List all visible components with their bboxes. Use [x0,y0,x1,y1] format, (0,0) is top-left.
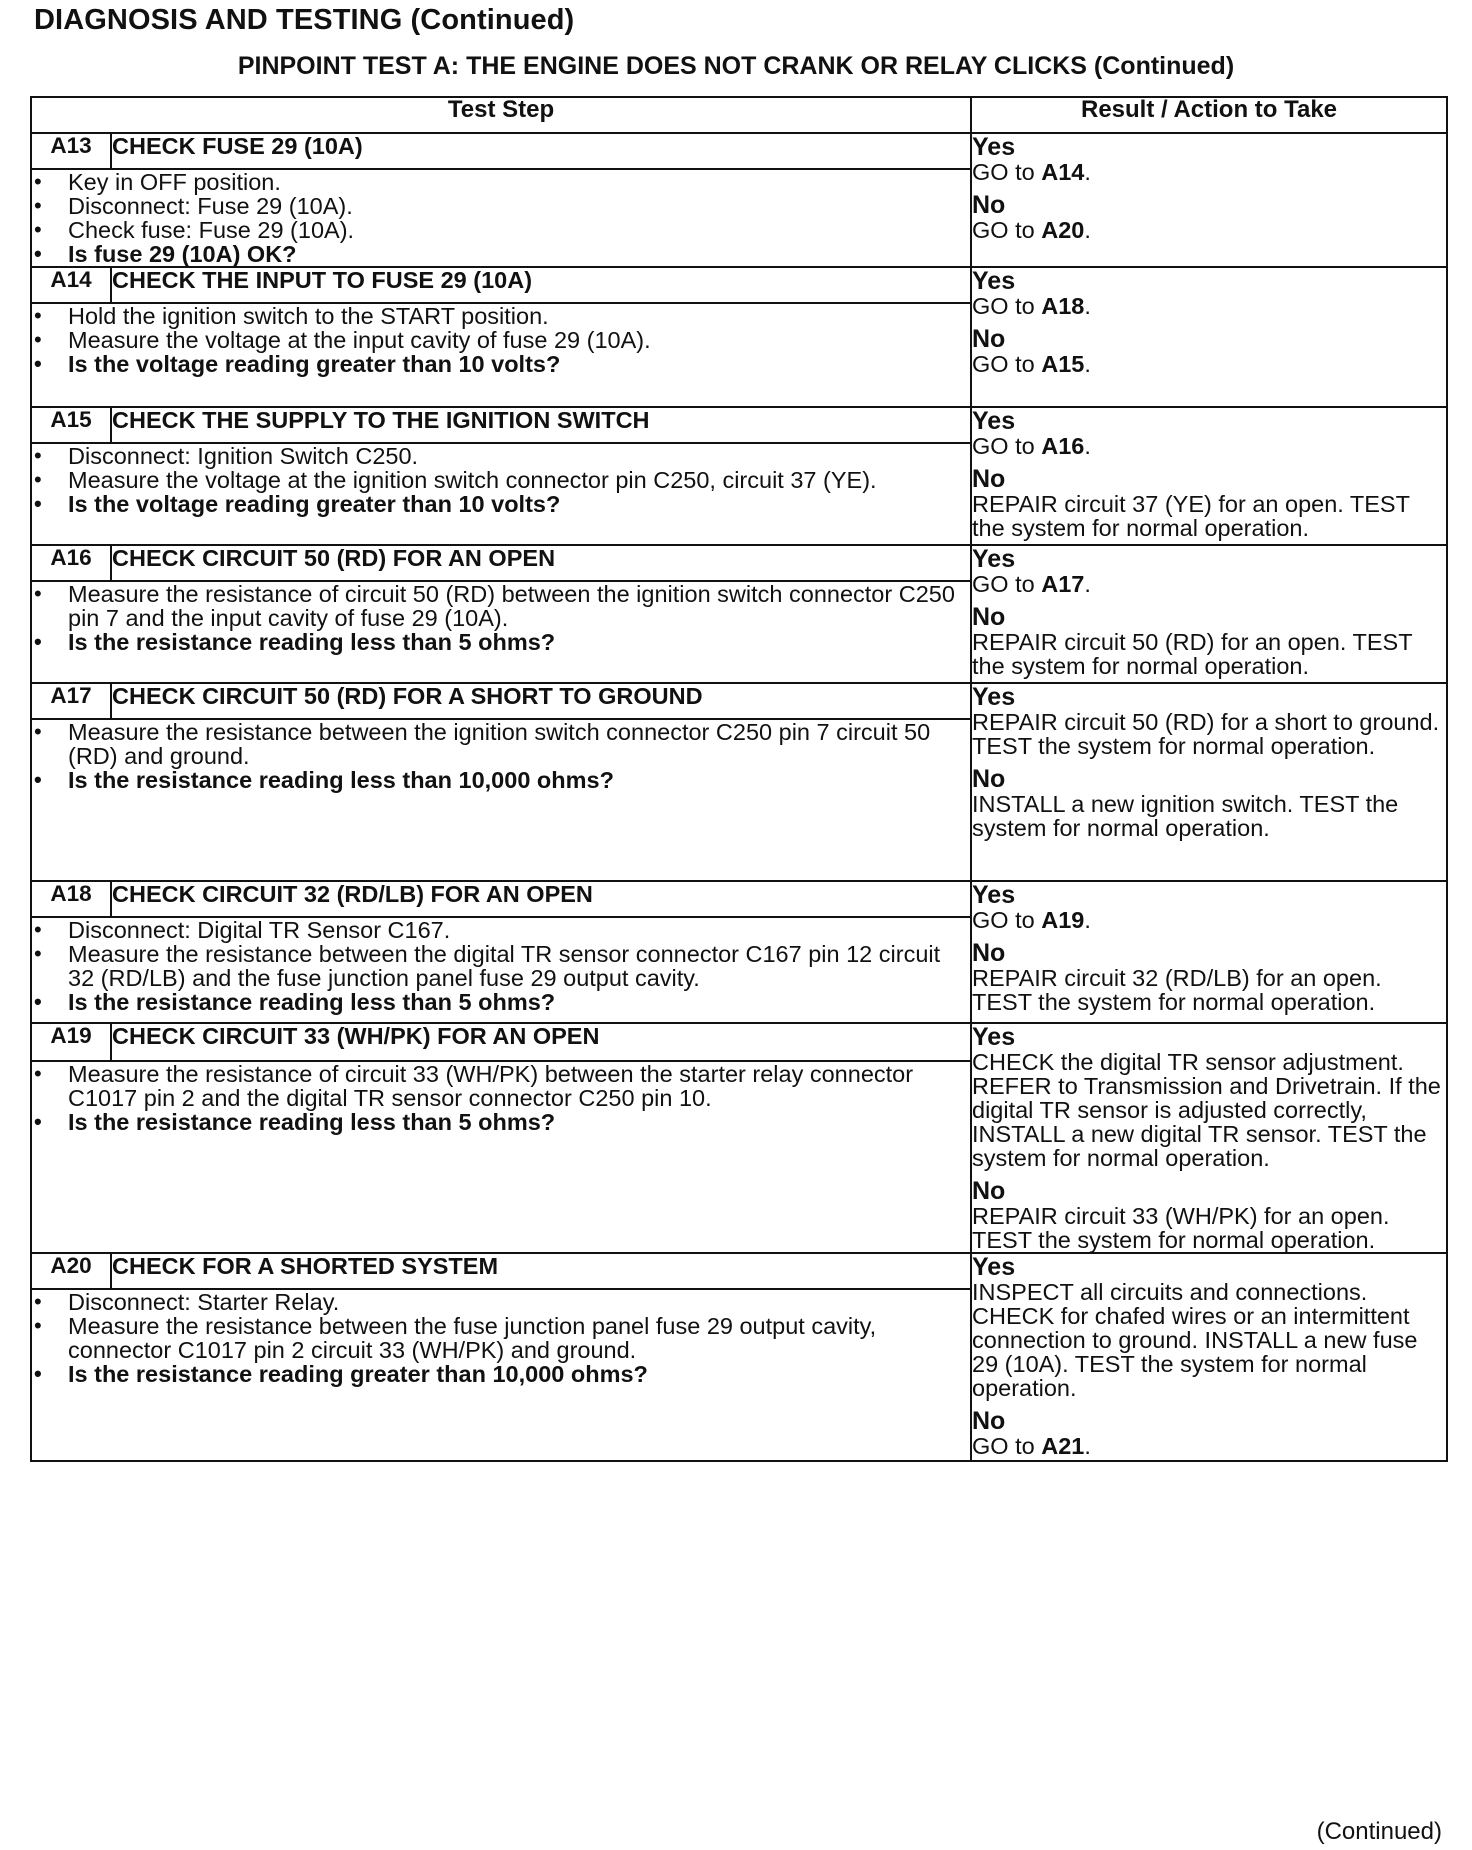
no-action-text: REPAIR circuit 32 (RD/LB) for an open. TEST the system for normal operation. [972,965,1382,1015]
step-title: CHECK CIRCUIT 50 (RD) FOR AN OPEN [111,545,971,581]
step-instruction: • Disconnect: Digital TR Sensor C167. [32,918,970,942]
pinpoint-test-table [30,96,1448,1462]
yes-action-tail: . [1084,907,1091,933]
no-action [972,630,1446,678]
step-result [971,1253,1447,1461]
no-action [972,352,1446,376]
yes-action-text: GO to [972,433,1042,459]
no-label: No [972,1177,1006,1205]
step-id: A14 [31,267,111,303]
no-action-text: INSTALL a new ignition switch. TEST the system for normal operation. [972,791,1399,841]
step-id: A15 [31,407,111,443]
no-action-tail: . [1084,1433,1091,1459]
no-action [972,966,1446,1014]
test-step-header: Test Step [31,97,971,133]
no-label: No [972,765,1006,793]
step-result [971,881,1447,1023]
step-id: A13 [31,133,111,169]
yes-action-text: GO to [972,907,1042,933]
step-instruction: • Measure the resistance between the fuse junction panel fuse 29 output cavity, connector C1017 pin 2 circuit 33 (WH/PK) and ground. [32,1314,970,1362]
steps-body [31,133,1447,1461]
yes-label: Yes [972,1253,1016,1281]
yes-action [972,710,1446,758]
yes-action-text: INSPECT all circuits and connections. CHECK for chafed wires or an intermittent connection to ground. INSTALL a new fuse 29 (10A). TEST the system for normal operation. [972,1279,1418,1401]
no-outcome [972,192,1446,242]
step-question: • Is the voltage reading greater than 10 volts? [32,492,970,516]
instruction-list [32,918,970,1014]
yes-action [972,294,1446,318]
step-result [971,683,1447,881]
no-outcome [972,604,1446,678]
yes-label: Yes [972,545,1016,573]
no-action-text: REPAIR circuit 33 (WH/PK) for an open. TEST the system for normal operation. [972,1203,1390,1253]
step-instruction: • Measure the voltage at the ignition switch connector pin C250, circuit 37 (YE). [32,468,970,492]
no-action [972,1434,1446,1458]
step-title: CHECK CIRCUIT 50 (RD) FOR A SHORT TO GROUND [111,683,971,719]
yes-action [972,1280,1446,1400]
step-title: CHECK THE INPUT TO FUSE 29 (10A) [111,267,971,303]
no-action [972,792,1446,840]
yes-action-text: GO to [972,293,1042,319]
yes-outcome [972,1024,1446,1170]
step-title-row [31,683,1447,719]
no-action-tail: . [1084,217,1091,243]
yes-label: Yes [972,881,1016,909]
step-instructions [31,581,971,683]
step-result [971,267,1447,407]
yes-action [972,908,1446,932]
no-action-tail: . [1084,351,1091,377]
page-title: DIAGNOSIS AND TESTING (Continued) [34,4,575,36]
step-title: CHECK FOR A SHORTED SYSTEM [111,1253,971,1289]
no-label: No [972,465,1006,493]
no-step-ref: A21 [1041,1433,1085,1459]
table-header-row [31,97,1447,133]
step-instruction: • Key in OFF position. [32,170,970,194]
yes-action-tail: . [1084,433,1091,459]
step-instruction: • Hold the ignition switch to the START position. [32,304,970,328]
yes-outcome [972,268,1446,318]
instruction-list [32,1290,970,1386]
no-action-text: REPAIR circuit 37 (YE) for an open. TEST the system for normal operation. [972,491,1410,541]
step-result [971,545,1447,683]
yes-action-tail: . [1084,293,1091,319]
step-instruction: • Measure the resistance between the ignition switch connector C250 pin 7 circuit 50 (RD) and ground. [32,720,970,768]
yes-label: Yes [972,1023,1016,1051]
step-question: • Is the resistance reading less than 5 ohms? [32,990,970,1014]
instruction-list [32,720,970,792]
continued-note: (Continued) [1316,1818,1442,1845]
step-instruction: • Disconnect: Fuse 29 (10A). [32,194,970,218]
step-id: A19 [31,1023,111,1061]
instruction-list [32,304,970,376]
yes-outcome [972,408,1446,458]
step-instruction: • Measure the voltage at the input cavity of fuse 29 (10A). [32,328,970,352]
step-instruction: • Measure the resistance of circuit 33 (WH/PK) between the starter relay connector C1017 pin 2 and the digital TR sensor connector C250 pin 10. [32,1062,970,1110]
result-action-header: Result / Action to Take [971,97,1447,133]
yes-action-tail: . [1084,571,1091,597]
yes-action-text: GO to [972,571,1042,597]
step-title-row [31,407,1447,443]
no-outcome [972,940,1446,1014]
no-action [972,492,1446,540]
yes-outcome [972,684,1446,758]
instruction-list [32,444,970,516]
yes-action [972,572,1446,596]
no-step-ref: A15 [1041,351,1085,377]
yes-action-text: REPAIR circuit 50 (RD) for a short to ground. TEST the system for normal operation. [972,709,1440,759]
yes-label: Yes [972,407,1016,435]
yes-label: Yes [972,683,1016,711]
step-instructions [31,303,971,407]
step-title: CHECK CIRCUIT 32 (RD/LB) FOR AN OPEN [111,881,971,917]
step-instructions [31,1061,971,1253]
no-action-text: GO to [972,1433,1042,1459]
step-result [971,407,1447,545]
step-instructions [31,917,971,1023]
step-title-row [31,133,1447,169]
step-title-row [31,267,1447,303]
no-outcome [972,1178,1446,1252]
yes-action-text: GO to [972,159,1042,185]
yes-action [972,160,1446,184]
step-title-row [31,881,1447,917]
instruction-list [32,1062,970,1134]
step-title-row [31,1023,1447,1061]
no-label: No [972,191,1006,219]
no-outcome [972,766,1446,840]
no-outcome [972,326,1446,376]
no-action [972,218,1446,242]
yes-action [972,1050,1446,1170]
no-outcome [972,1408,1446,1458]
step-instructions [31,1289,971,1461]
yes-outcome [972,546,1446,596]
step-instruction: • Measure the resistance of circuit 50 (RD) between the ignition switch connector C250 pin 7 and the input cavity of fuse 29 (10A). [32,582,970,630]
step-title-row [31,1253,1447,1289]
step-id: A18 [31,881,111,917]
step-question: • Is the resistance reading less than 5 ohms? [32,630,970,654]
step-question: • Is the resistance reading less than 10,000 ohms? [32,768,970,792]
step-instruction: • Check fuse: Fuse 29 (10A). [32,218,970,242]
yes-step-ref: A19 [1041,907,1085,933]
step-title: CHECK THE SUPPLY TO THE IGNITION SWITCH [111,407,971,443]
no-action-text: GO to [972,351,1042,377]
yes-label: Yes [972,133,1016,161]
step-title: CHECK CIRCUIT 33 (WH/PK) FOR AN OPEN [111,1023,971,1061]
yes-action-text: CHECK the digital TR sensor adjustment. REFER to Transmission and Drivetrain. If the digital TR sensor is adjusted correctly, INSTALL a new digital TR sensor. TEST the system for normal operation. [972,1049,1441,1171]
step-result [971,1023,1447,1253]
yes-step-ref: A16 [1041,433,1085,459]
yes-action [972,434,1446,458]
no-label: No [972,325,1006,353]
no-action-text: GO to [972,217,1042,243]
yes-outcome [972,134,1446,184]
step-id: A20 [31,1253,111,1289]
pinpoint-test-title: PINPOINT TEST A: THE ENGINE DOES NOT CRANK OR RELAY CLICKS (Continued) [237,52,1235,80]
no-label: No [972,939,1006,967]
yes-outcome [972,882,1446,932]
step-instruction: • Measure the resistance between the digital TR sensor connector C167 pin 12 circuit 32 (RD/LB) and the fuse junction panel fuse 29 output cavity. [32,942,970,990]
step-instruction: • Disconnect: Ignition Switch C250. [32,444,970,468]
instruction-list [32,170,970,266]
step-instruction: • Disconnect: Starter Relay. [32,1290,970,1314]
no-action [972,1204,1446,1252]
step-title-row [31,545,1447,581]
yes-step-ref: A18 [1041,293,1085,319]
step-question: • Is the voltage reading greater than 10 volts? [32,352,970,376]
no-outcome [972,466,1446,540]
yes-step-ref: A14 [1041,159,1085,185]
step-id: A17 [31,683,111,719]
step-title: CHECK FUSE 29 (10A) [111,133,971,169]
step-instructions [31,169,971,267]
yes-action-tail: . [1084,159,1091,185]
step-question: • Is the resistance reading greater than 10,000 ohms? [32,1362,970,1386]
yes-step-ref: A17 [1041,571,1085,597]
no-label: No [972,1407,1006,1435]
no-action-text: REPAIR circuit 50 (RD) for an open. TEST the system for normal operation. [972,629,1413,679]
step-question: • Is the resistance reading less than 5 ohms? [32,1110,970,1134]
step-id: A16 [31,545,111,581]
no-step-ref: A20 [1041,217,1085,243]
step-instructions [31,443,971,545]
yes-label: Yes [972,267,1016,295]
yes-outcome [972,1254,1446,1400]
instruction-list [32,582,970,654]
step-question: • Is fuse 29 (10A) OK? [32,242,970,266]
step-result [971,133,1447,267]
no-label: No [972,603,1006,631]
step-instructions [31,719,971,881]
